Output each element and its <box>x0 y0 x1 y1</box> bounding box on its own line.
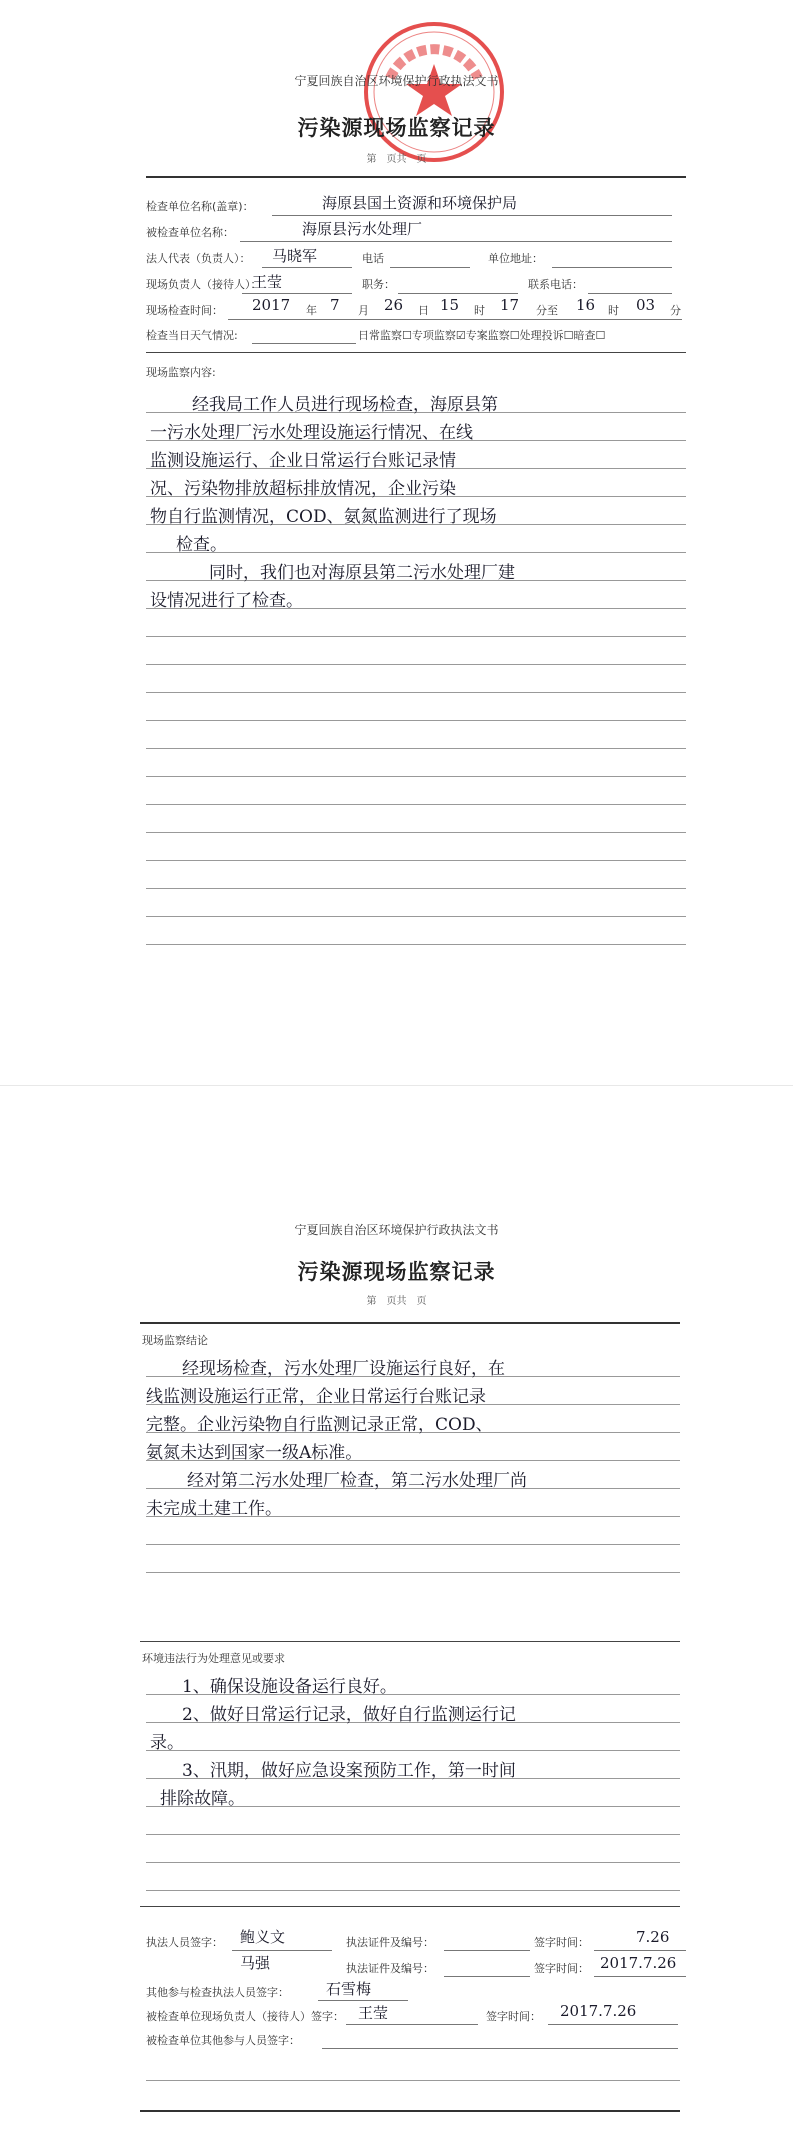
record-page-2 <box>0 1085 793 2138</box>
sign-time-label: 签字时间： <box>534 1962 589 1975</box>
cert-label: 执法证件及编号： <box>346 1962 434 1975</box>
officer-sign-label: 执法人员签字： <box>146 1936 223 1949</box>
ruled-line <box>146 832 686 833</box>
content-line: 况、污染物排放超标排放情况，企业污染 <box>150 479 456 499</box>
field-underline <box>390 267 470 268</box>
ruled-line <box>146 2080 680 2081</box>
ruled-line <box>146 776 686 777</box>
page-number: 第 页共 页 <box>366 154 427 165</box>
field-underline <box>232 1950 332 1951</box>
title-divider <box>146 176 686 178</box>
ruled-line <box>146 1544 680 1545</box>
content-label: 现场监察内容: <box>146 366 216 379</box>
sign-time-label: 签字时间： <box>534 1936 589 1949</box>
min-to-label: 分至 <box>536 304 558 317</box>
address-label: 单位地址： <box>488 252 543 265</box>
officer-signature-2: 马强 <box>240 1954 271 1972</box>
content-line: 设情况进行了检查。 <box>150 591 303 611</box>
time-hour-start: 15 <box>440 296 460 314</box>
other-officer-label: 其他参与检查执法人员签字： <box>146 1986 289 1999</box>
conclusion-label: 现场监察结论 <box>142 1334 208 1347</box>
ruled-line <box>146 720 686 721</box>
ruled-line <box>146 1890 680 1891</box>
sign-time-2: 2017.7.26 <box>600 1954 677 1972</box>
phone-label: 电话 <box>362 252 384 265</box>
bottom-divider <box>140 2110 680 2112</box>
inspected-signature: 王莹 <box>358 2004 389 2022</box>
ruled-line <box>146 636 686 637</box>
field-underline <box>272 215 672 216</box>
min-label: 分 <box>670 304 681 317</box>
title-divider <box>140 1322 680 1324</box>
position-label: 职务： <box>362 278 395 291</box>
conclusion-line: 未完成土建工作。 <box>146 1499 282 1519</box>
ruled-line <box>146 944 686 945</box>
time-min-end: 03 <box>636 296 656 314</box>
sign-time-1: 7.26 <box>636 1928 670 1946</box>
inspection-time-label: 现场检查时间： <box>146 304 223 317</box>
onsite-person-label: 现场负责人（接待人）： <box>146 278 262 291</box>
conclusion-line: 完整。企业污染物自行监测记录正常，COD、 <box>146 1415 493 1435</box>
content-line: 物自行监测情况，COD、氨氮监测进行了现场 <box>150 507 497 527</box>
legal-rep-label: 法人代表（负责人）： <box>146 252 251 265</box>
year-label: 年 <box>306 304 317 317</box>
conclusion-line: 经对第二污水处理厂检查，第二污水处理厂尚 <box>170 1471 527 1491</box>
time-year: 2017 <box>252 296 291 314</box>
ruled-line <box>146 1572 680 1573</box>
field-underline <box>252 343 356 344</box>
inspected-sign-label: 被检查单位现场负责人（接待人）签字： <box>146 2010 344 2023</box>
ruled-line <box>146 692 686 693</box>
content-line: 一污水处理厂污水处理设施运行情况、在线 <box>150 423 473 443</box>
ruled-line <box>146 804 686 805</box>
ruled-line <box>146 1750 680 1751</box>
check-type-options: 日常监察☐专项监察☑专案监察☐处理投诉☐暗查☐ <box>358 329 606 342</box>
field-underline <box>552 267 672 268</box>
day-label: 日 <box>418 304 429 317</box>
time-min-start: 17 <box>500 296 520 314</box>
field-underline <box>318 2000 408 2001</box>
hour-label: 时 <box>474 304 485 317</box>
hour-label: 时 <box>608 304 619 317</box>
content-line: 经我局工作人员进行现场检查，海原县第 <box>192 395 498 415</box>
content-line: 检查。 <box>176 535 227 555</box>
time-hour-end: 16 <box>576 296 596 314</box>
content-line: 监测设施运行、企业日常运行台账记录情 <box>150 451 456 471</box>
field-underline <box>594 1950 686 1951</box>
requirement-line: 录。 <box>150 1733 184 1753</box>
ruled-line <box>146 1834 680 1835</box>
ruled-line <box>146 860 686 861</box>
officer-signature-1: 鲍义文 <box>240 1928 286 1946</box>
requirement-line: 3、汛期，做好应急设案预防工作，第一时间 <box>182 1761 516 1781</box>
time-month: 7 <box>330 296 340 314</box>
inspected-unit-label: 被检查单位名称： <box>146 226 234 239</box>
conclusion-line: 经现场检查，污水处理厂设施运行良好，在 <box>182 1359 505 1379</box>
requirement-line: 2、做好日常运行记录，做好自行监测运行记 <box>182 1705 516 1725</box>
other-officer-signature: 石雪梅 <box>326 1980 372 1998</box>
inspecting-unit-label: 检查单位名称(盖章)： <box>146 200 254 213</box>
field-underline <box>444 1950 530 1951</box>
field-underline <box>322 2048 678 2049</box>
legal-rep-value: 马晓军 <box>272 247 318 265</box>
requirement-line: 1、确保设施设备运行良好。 <box>182 1677 397 1697</box>
field-underline <box>588 293 672 294</box>
section-divider <box>146 352 686 353</box>
ruled-line <box>146 748 686 749</box>
ruled-line <box>146 552 686 553</box>
field-underline <box>444 1976 530 1977</box>
ruled-line <box>146 888 686 889</box>
section-divider <box>140 1906 680 1907</box>
cert-label: 执法证件及编号： <box>346 1936 434 1949</box>
document-header: 宁夏回族自治区环境保护行政执法文书 <box>294 74 499 88</box>
page-number: 第 页共 页 <box>366 1296 427 1307</box>
weather-label: 检查当日天气情况: <box>146 329 238 342</box>
onsite-person-value: 王莹 <box>252 273 283 291</box>
field-underline <box>548 2024 678 2025</box>
inspected-time-label: 签字时间： <box>486 2010 541 2023</box>
other-inspected-label: 被检查单位其他参与人员签字： <box>146 2034 300 2047</box>
contact-phone-label: 联系电话： <box>528 278 583 291</box>
content-line: 同时，我们也对海原县第二污水处理厂建 <box>192 563 515 583</box>
conclusion-line: 线监测设施运行正常，企业日常运行台账记录 <box>146 1387 486 1407</box>
field-underline <box>242 293 352 294</box>
field-underline <box>262 267 352 268</box>
ruled-line <box>146 664 686 665</box>
conclusion-line: 氨氮未达到国家一级A标准。 <box>146 1443 363 1463</box>
ruled-line <box>146 916 686 917</box>
field-underline <box>398 293 518 294</box>
month-label: 月 <box>358 304 369 317</box>
section-divider <box>140 1641 680 1642</box>
time-day: 26 <box>384 296 404 314</box>
field-underline <box>240 241 672 242</box>
inspecting-unit-value: 海原县国土资源和环境保护局 <box>322 194 518 212</box>
inspected-unit-value: 海原县污水处理厂 <box>302 220 423 238</box>
ruled-line <box>146 1862 680 1863</box>
field-underline <box>228 319 682 320</box>
requirement-line: 排除故障。 <box>160 1789 245 1809</box>
field-underline <box>346 2024 478 2025</box>
document-header: 宁夏回族自治区环境保护行政执法文书 <box>294 1223 499 1237</box>
field-underline <box>594 1976 686 1977</box>
requirements-label: 环境违法行为处理意见或要求 <box>142 1652 285 1665</box>
page-title: 污染源现场监察记录 <box>297 116 496 140</box>
inspected-sign-time: 2017.7.26 <box>560 2002 637 2020</box>
official-seal-icon <box>360 18 508 166</box>
page-title: 污染源现场监察记录 <box>297 1260 496 1284</box>
